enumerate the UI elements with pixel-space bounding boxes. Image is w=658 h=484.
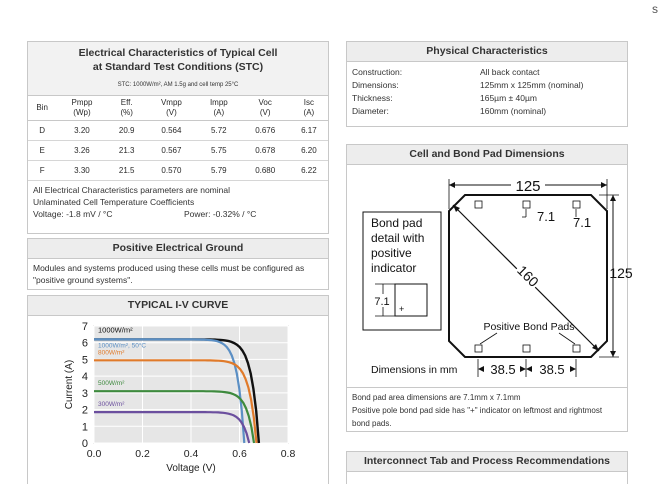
bondpad-panel: [346, 144, 633, 432]
table-cell: 3.26: [56, 141, 107, 161]
series-label: 800W/m²: [98, 349, 125, 357]
column-header: [108, 96, 146, 121]
spacing-right: 38.5: [539, 362, 565, 377]
dim-right: 125: [609, 265, 633, 281]
bond-pad: [573, 201, 580, 208]
physical-list: [347, 62, 627, 122]
table-cell: 6.17: [290, 121, 328, 141]
table-cell: 6.22: [290, 161, 328, 181]
column-unit: (A): [303, 108, 315, 117]
column-unit: (%): [120, 108, 133, 117]
electrical-title-2: at Standard Test Conditions (STC): [92, 61, 264, 73]
iv-panel: [27, 295, 329, 484]
column-header: [241, 96, 290, 121]
y-tick-label: 0: [81, 438, 88, 450]
dim-top: 125: [515, 178, 541, 195]
column-header: [146, 96, 197, 121]
table-cell: 3.20: [56, 121, 107, 141]
x-tick-label: 0.0: [86, 448, 102, 460]
column-unit: (A): [213, 108, 225, 117]
detail-plus: +: [399, 304, 405, 314]
physical-panel: [346, 41, 628, 127]
column-header: [197, 96, 241, 121]
physical-label: Diameter:: [352, 106, 389, 116]
table-row: [28, 121, 328, 141]
column-header: [290, 96, 328, 121]
top-bar: [0, 0, 656, 28]
column-name: Eff.: [120, 98, 133, 107]
cell-diagram: [347, 165, 633, 387]
column-name: Voc: [258, 98, 272, 107]
top-bar-char: s: [652, 2, 658, 16]
pad-dim-a: 7.1: [537, 209, 556, 224]
electrical-table-body: [28, 121, 328, 181]
detail-line-2: detail with: [371, 231, 425, 245]
y-tick-label: 7: [81, 321, 88, 333]
electrical-panel: [27, 41, 329, 234]
x-tick-label: 0.4: [183, 448, 199, 460]
ground-panel: [27, 238, 329, 290]
interconnect-title: Interconnect Tab and Process Recommendations: [347, 452, 627, 472]
series-label: 1000W/m², 50°C: [98, 342, 147, 350]
physical-value: 125mm x 125mm (nominal): [480, 80, 584, 90]
series-label: 300W/m²: [98, 401, 125, 409]
iv-chart: [28, 316, 328, 484]
ground-title: Positive Electrical Ground: [28, 239, 328, 259]
column-unit: (V): [259, 108, 271, 117]
table-cell: 21.5: [108, 161, 146, 181]
series-label: 500W/m²: [98, 380, 125, 388]
series-label: 1000W/m²: [98, 325, 133, 335]
physical-value: 165µm ± 40µm: [480, 93, 537, 103]
table-cell: F: [28, 161, 56, 181]
column-header: [28, 96, 56, 121]
column-header: [56, 96, 107, 121]
table-cell: 5.79: [197, 161, 241, 181]
detail-line-3: positive: [371, 246, 412, 260]
interconnect-panel: [346, 451, 628, 484]
physical-title: Physical Characteristics: [347, 42, 627, 62]
detail-line-4: indicator: [371, 261, 417, 275]
table-cell: 0.678: [241, 141, 290, 161]
table-cell: 3.30: [56, 161, 107, 181]
x-tick-label: 0.6: [232, 448, 247, 460]
physical-value: 160mm (nominal): [480, 106, 547, 116]
table-cell: 0.564: [146, 121, 197, 141]
ground-text-2: "positive ground systems".: [33, 275, 133, 285]
table-cell: 5.75: [197, 141, 241, 161]
column-name: Pmpp: [71, 98, 93, 107]
bondpad-note-1: Bond pad area dimensions are 7.1mm x 7.1mm: [352, 393, 521, 402]
y-tick-label: 3: [81, 387, 88, 400]
dim-diagonal: 160: [514, 262, 542, 290]
table-row: [28, 161, 328, 181]
positive-pads-label: Positive Bond Pads: [483, 321, 575, 333]
bondpad-title: Cell and Bond Pad Dimensions: [347, 145, 627, 165]
x-tick-label: 0.2: [135, 448, 150, 460]
table-cell: 0.680: [241, 161, 290, 181]
x-axis-label: Voltage (V): [166, 463, 216, 474]
column-unit: (V): [166, 108, 177, 117]
table-cell: 5.72: [197, 121, 241, 141]
table-cell: 0.676: [241, 121, 290, 141]
physical-label: Thickness:: [352, 93, 393, 103]
column-name: Vmpp: [160, 98, 182, 107]
y-tick-label: 2: [81, 404, 88, 417]
bond-pad: [475, 201, 482, 208]
pad-dim-b: 7.1: [573, 215, 592, 230]
x-tick-label: 0.8: [280, 448, 296, 460]
table-cell: 6.20: [290, 141, 328, 161]
electrical-header: [28, 42, 328, 96]
note-coefficients: Unlaminated Cell Temperature Coefficients: [33, 197, 195, 207]
power-coefficient: Power: -0.32% / °C: [184, 209, 257, 219]
table-cell: E: [28, 141, 56, 161]
y-tick-label: 1: [81, 421, 88, 434]
column-name: Isc: [303, 98, 314, 107]
table-header-row: [28, 96, 328, 121]
physical-label: Construction:: [352, 67, 403, 77]
spacing-left: 38.5: [490, 362, 516, 377]
bond-pad: [573, 345, 580, 352]
bond-pad: [475, 345, 482, 352]
bondpad-note-3: bond pads.: [352, 419, 392, 428]
note-nominal: All Electrical Characteristics parameters are nominal: [33, 185, 230, 195]
electrical-table: [28, 96, 328, 181]
column-unit: (Wp): [73, 108, 91, 117]
y-tick-label: 5: [81, 354, 88, 367]
table-cell: 20.9: [108, 121, 146, 141]
y-tick-label: 6: [81, 337, 88, 350]
table-cell: 21.3: [108, 141, 146, 161]
column-name: Impp: [209, 98, 228, 107]
physical-label: Dimensions:: [352, 80, 399, 90]
table-cell: D: [28, 121, 56, 141]
electrical-title-1: Electrical Characteristics of Typical Cell: [78, 47, 278, 59]
physical-value: All back contact: [480, 67, 540, 77]
dimension-units: Dimensions in mm: [371, 364, 458, 376]
y-axis-label: Current (A): [64, 359, 75, 410]
bond-pad: [523, 201, 530, 208]
electrical-conditions: STC: 1000W/m², AM 1.5g and cell temp 25°C: [117, 82, 239, 88]
iv-title: TYPICAL I-V CURVE: [28, 296, 328, 316]
bondpad-note-2: Positive pole bond pad side has "+" indicator on leftmost and rightmost: [352, 406, 603, 415]
detail-dim: 7.1: [374, 296, 390, 308]
y-tick-label: 4: [81, 371, 88, 384]
ground-text-1: Modules and systems produced using these cells must be configured as: [33, 263, 305, 273]
table-cell: 0.567: [146, 141, 197, 161]
table-row: [28, 141, 328, 161]
bond-pad: [523, 345, 530, 352]
detail-line-1: Bond pad: [371, 216, 423, 230]
voltage-coefficient: Voltage: -1.8 mV / °C: [33, 209, 113, 219]
table-cell: 0.570: [146, 161, 197, 181]
column-name: Bin: [36, 103, 48, 112]
